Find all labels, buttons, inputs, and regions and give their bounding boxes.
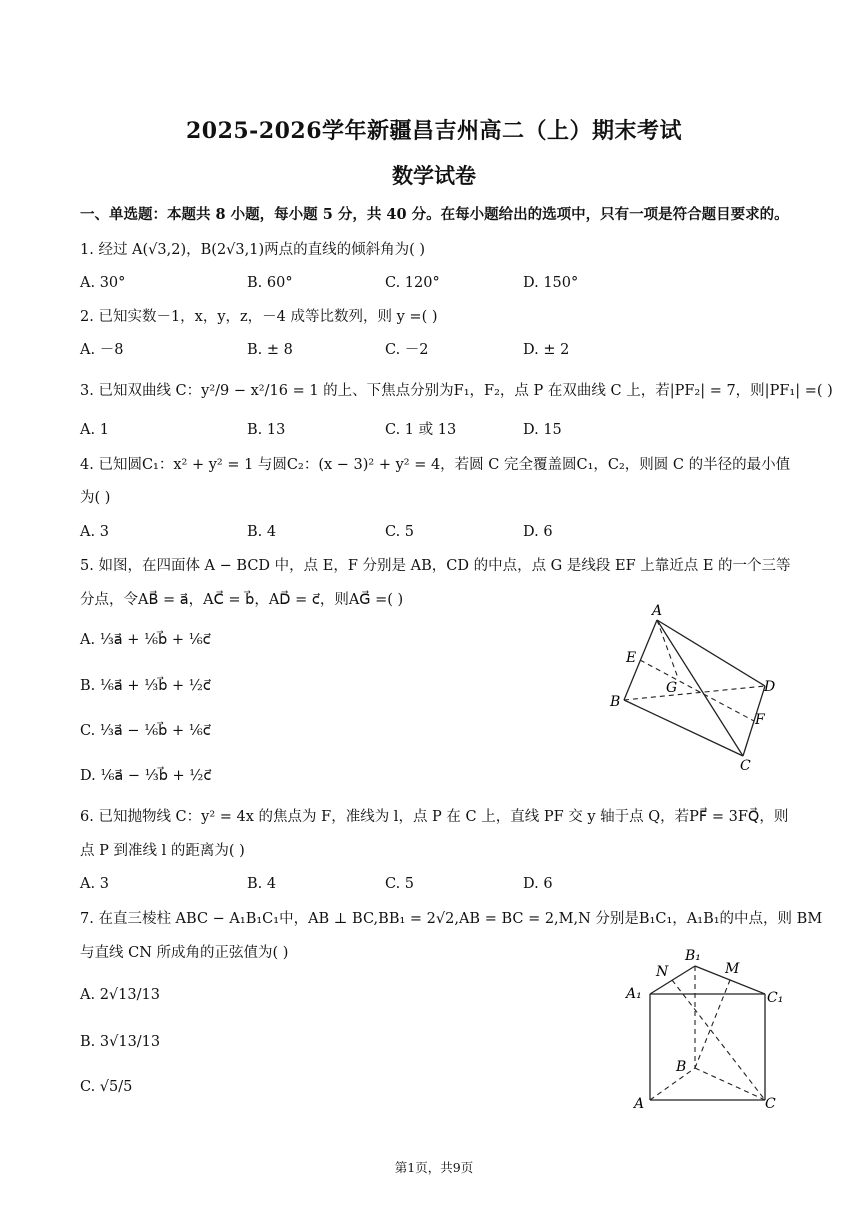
q1-option-d: D. 150° <box>523 275 579 291</box>
question-1: 1. 经过 A(√3,2)，B(2√3,1)两点的直线的倾斜角为( ) <box>80 242 426 258</box>
question-5-line-1: 5. 如图，在四面体 A − BCD 中，点 E，F 分别是 AB，CD 的中点，点 G 是线段 EF 上靠近点 E 的一个三等 <box>80 558 791 574</box>
q2-option-b: B. ± 8 <box>247 342 293 358</box>
label-b: B <box>676 1059 687 1075</box>
q4-option-b: B. 4 <box>247 524 277 540</box>
q4-option-a: A. 3 <box>80 524 109 540</box>
q3-option-b: B. 13 <box>247 422 286 438</box>
question-7-line-1: 7. 在直三棱柱 ABC − A₁B₁C₁中，AB ⊥ BC,BB₁ = 2√2,AB = BC = 2,M,N 分别是B₁C₁，A₁B₁的中点，则 BM <box>80 911 823 927</box>
question-4-line-2: 为( ) <box>80 490 111 506</box>
section-heading: 一、单选题：本题共 8 小题，每小题 5 分，共 40 分。在每小题给出的选项中，只有一项是符合题目要求的。 <box>80 206 789 223</box>
q2-option-d: D. ± 2 <box>523 342 570 358</box>
q6-option-b: B. 4 <box>247 876 277 892</box>
label-a: A <box>652 603 663 619</box>
q2-option-a: A. －8 <box>80 342 124 358</box>
label-a1: A₁ <box>626 986 642 1002</box>
question-4-line-1: 4. 已知圆C₁：x² + y² = 1 与圆C₂：(x − 3)² + y² = 4，若圆 C 完全覆盖圆C₁，C₂，则圆 C 的半径的最小值 <box>80 457 791 473</box>
q7-option-b: B. 3√13/13 <box>80 1034 161 1050</box>
q6-option-a: A. 3 <box>80 876 109 892</box>
q1-option-b: B. 60° <box>247 275 293 291</box>
label-c: C <box>765 1096 776 1112</box>
question-7-line-2: 与直线 CN 所成角的正弦值为( ) <box>80 945 289 961</box>
page-footer: 第1页，共9页 <box>394 1160 474 1175</box>
q6-option-d: D. 6 <box>523 876 553 892</box>
label-b: B <box>610 694 621 710</box>
exam-title: 2025-2026学年新疆昌吉州高二（上）期末考试 <box>185 118 683 144</box>
q3-option-c: C. 1 或 13 <box>385 422 457 438</box>
q4-option-d: D. 6 <box>523 524 553 540</box>
exam-subtitle: 数学试卷 <box>392 163 476 188</box>
label-d: D <box>764 679 776 695</box>
question-3: 3. 已知双曲线 C：y²/9 − x²/16 = 1 的上、下焦点分别为F₁，F₂，点 P 在双曲线 C 上，若|PF₂| = 7，则|PF₁| =( ) <box>80 383 833 399</box>
prism-figure <box>620 940 795 1115</box>
label-c: C <box>740 758 751 773</box>
question-6-line-2: 点 P 到准线 l 的距离为( ) <box>80 843 245 859</box>
label-e: E <box>626 650 637 666</box>
tetrahedron-figure <box>600 598 800 773</box>
q5-option-d: D. ⅙a⃗ − ⅓b⃗ + ½c⃗ <box>80 768 212 784</box>
q7-option-c: C. √5/5 <box>80 1079 133 1095</box>
q1-option-c: C. 120° <box>385 275 440 291</box>
q2-option-c: C. －2 <box>385 342 429 358</box>
question-5-line-2: 分点，令AB⃗ = a⃗，AC⃗ = b⃗，AD⃗ = c⃗，则AG⃗ =( ) <box>80 592 404 608</box>
label-a: A <box>634 1096 645 1112</box>
q1-option-a: A. 30° <box>80 275 126 291</box>
label-g: G <box>666 680 678 696</box>
question-2: 2. 已知实数－1，x，y，z，－4 成等比数列，则 y =( ) <box>80 309 438 325</box>
q7-option-a: A. 2√13/13 <box>80 987 160 1003</box>
label-n: N <box>656 964 669 980</box>
label-b1: B₁ <box>685 948 701 964</box>
question-6-line-1: 6. 已知抛物线 C：y² = 4x 的焦点为 F，准线为 l，点 P 在 C 上，直线 PF 交 y 轴于点 Q，若PF⃗ = 3FQ⃗，则 <box>80 809 789 825</box>
q3-option-a: A. 1 <box>80 422 109 438</box>
label-c1: C₁ <box>767 990 784 1006</box>
q6-option-c: C. 5 <box>385 876 415 892</box>
label-f: F <box>755 712 765 728</box>
q5-option-b: B. ⅙a⃗ + ⅓b⃗ + ½c⃗ <box>80 678 211 694</box>
q5-option-a: A. ⅓a⃗ + ⅙b⃗ + ⅙c⃗ <box>80 632 211 648</box>
q5-option-c: C. ⅓a⃗ − ⅙b⃗ + ⅙c⃗ <box>80 723 211 739</box>
q3-option-d: D. 15 <box>523 422 562 438</box>
label-m: M <box>725 961 740 977</box>
q4-option-c: C. 5 <box>385 524 415 540</box>
